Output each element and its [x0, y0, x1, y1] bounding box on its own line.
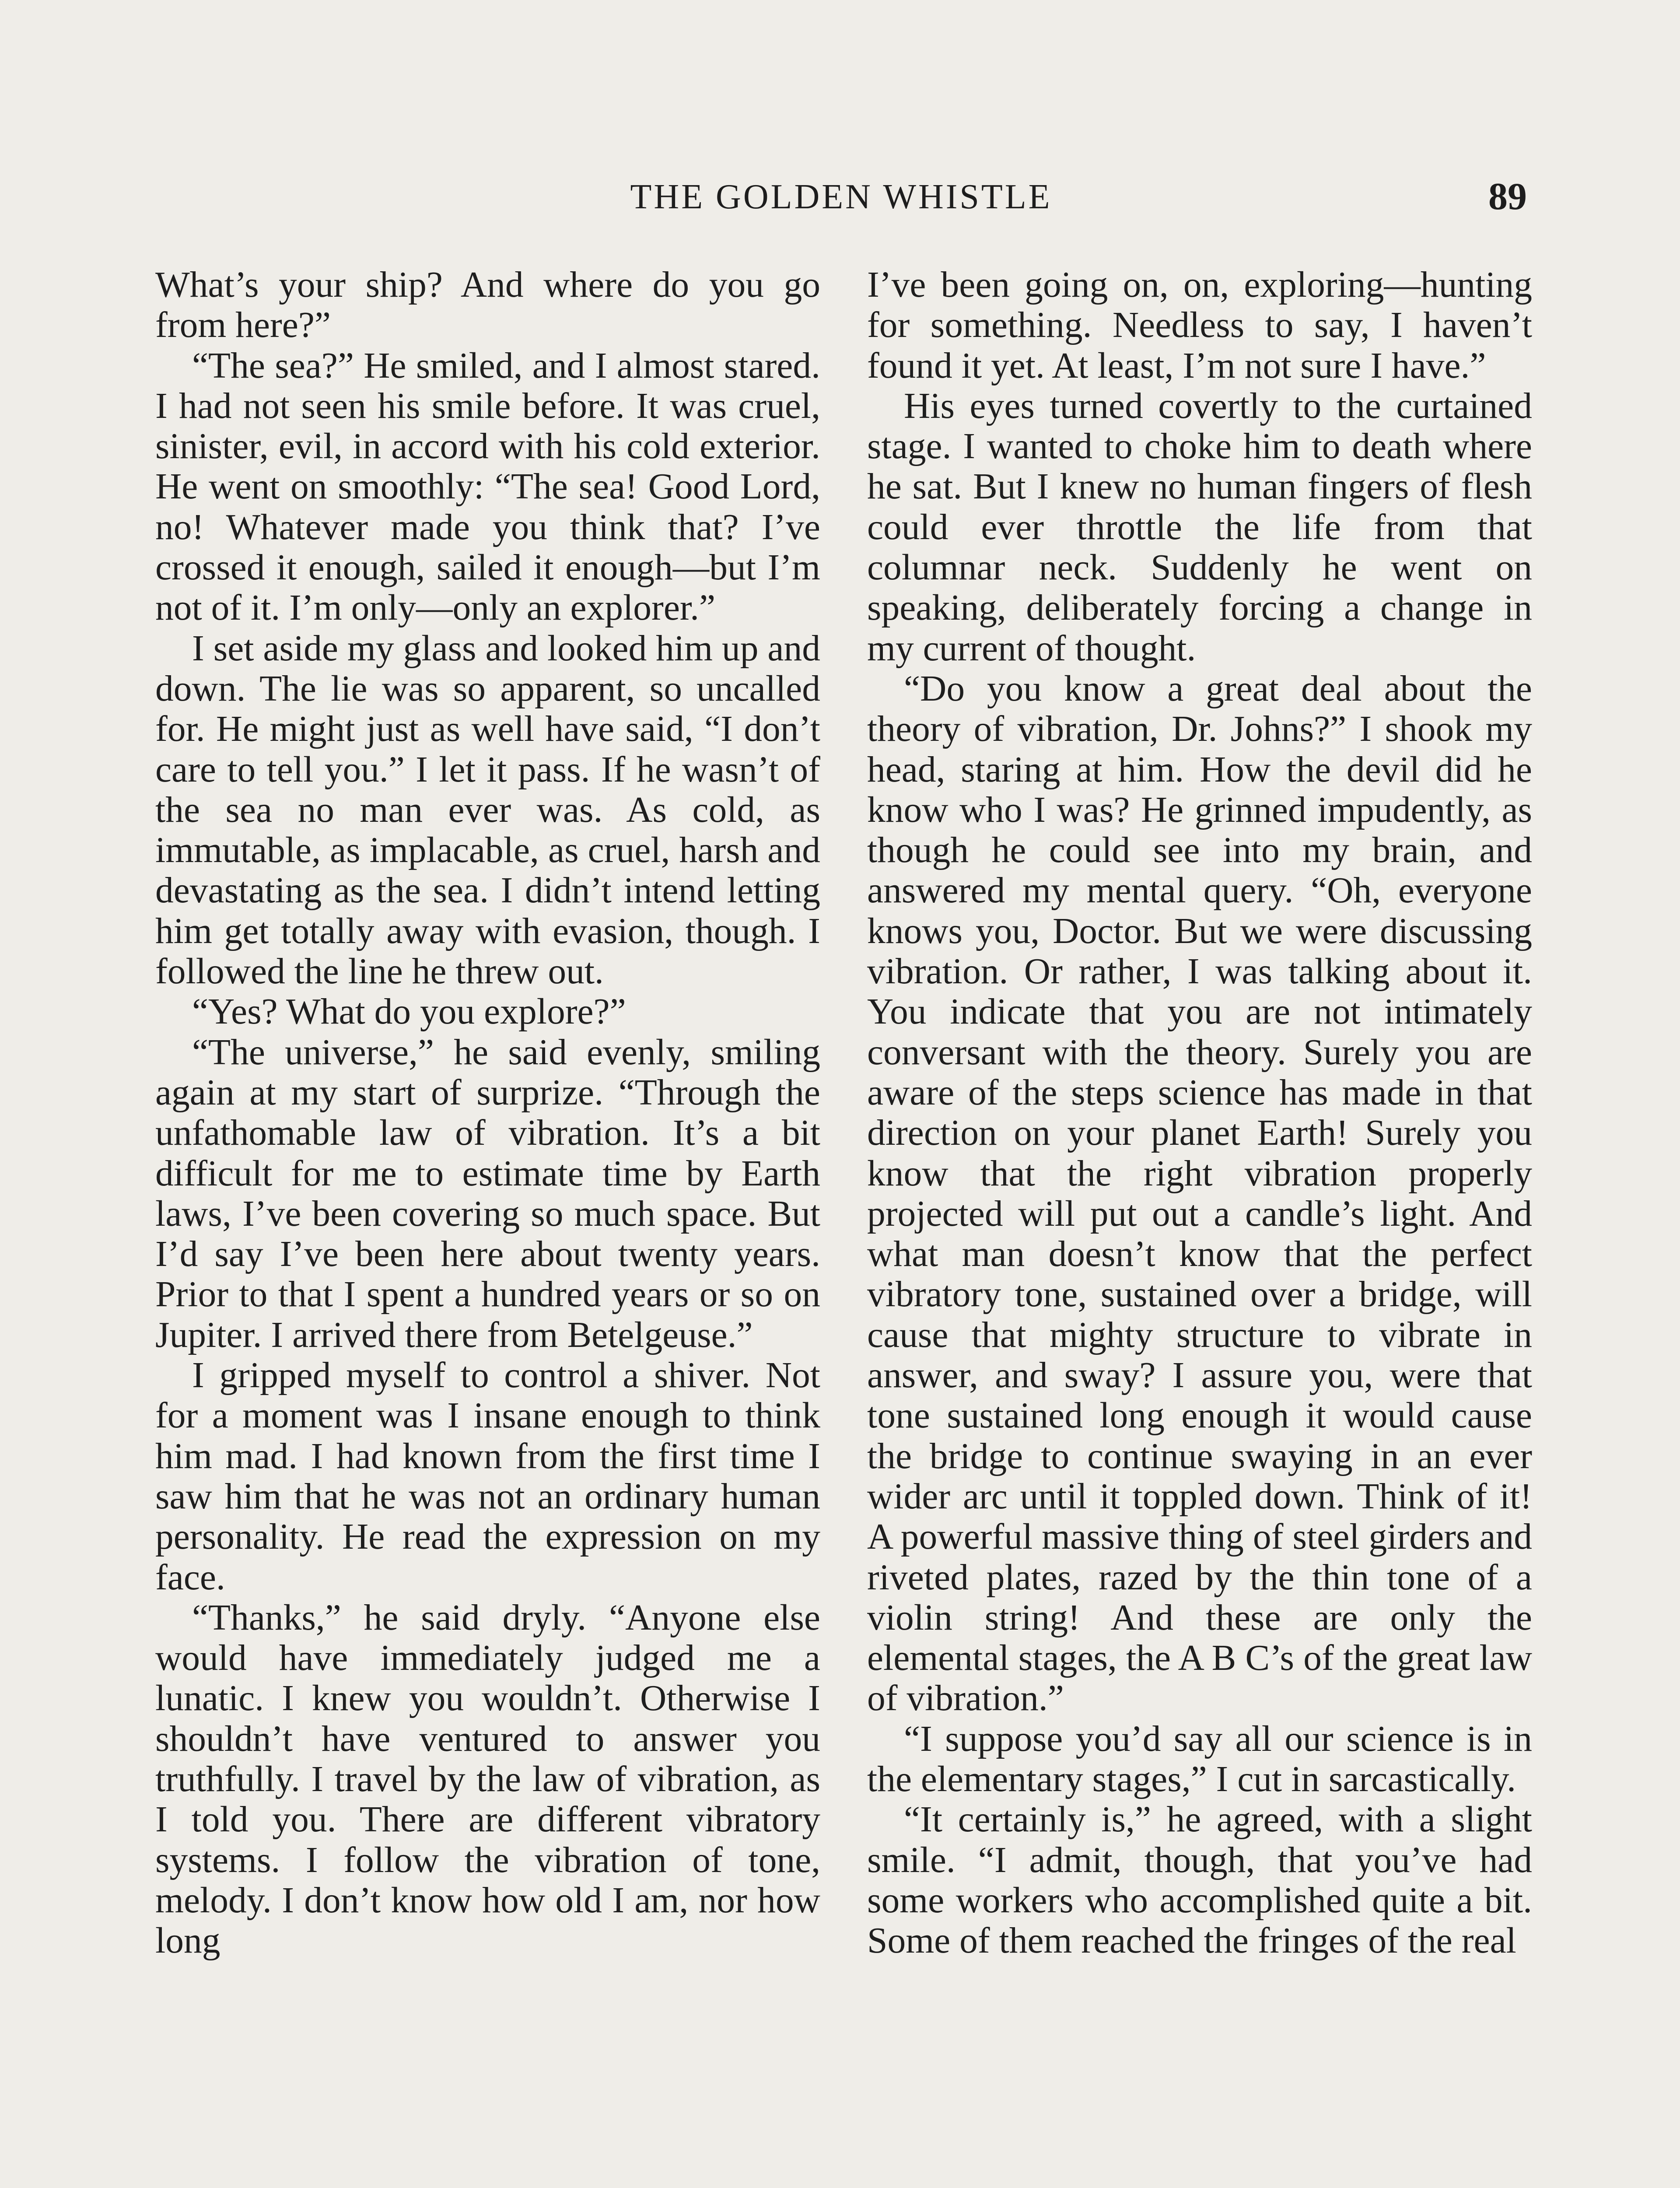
text-column-left [155, 265, 820, 2188]
paragraph: I set aside my glass and looked him up and down. The lie was so apparent, so uncalled for. He might just as well have said, “I don’t care to tell you.” I let it pass. If he wasn’t of the sea no man ever was. As cold, as immutable, as implacable, as cruel, harsh and devastating as the sea. I didn’t intend letting him get totally away with evasion, though. I followed the line he threw out. [155, 628, 820, 992]
paragraph: “The sea?” He smiled, and I almost stared. I had not seen his smile before. It was cruel, sinister, evil, in accord with his cold exterior. He went on smoothly: “The sea! Good Lord, no! Whatever made you think that? I’ve crossed it enough, sailed it enough—but I’m not of it. I’m only—only an explorer.” [155, 345, 820, 628]
running-header [155, 173, 1527, 221]
paragraph: “Yes? What do you explore?” [192, 992, 626, 1032]
page-number: 89 [1488, 175, 1527, 218]
paragraph: What’s your ship? And where do you go from here?” [155, 265, 820, 346]
paragraph: His eyes turned covertly to the curtained stage. I wanted to choke him to death where he sat. But I knew no human fingers of flesh could ever throttle the life from that columnar neck. Suddenly he went on speaking, deliberately forcing a change in my current of thought. [867, 386, 1532, 669]
running-title: THE GOLDEN WHISTLE [630, 178, 1052, 216]
paragraph: “The universe,” he said evenly, smiling again at my start of surprize. “Through the unfathomable law of vibration. It’s a bit difficult for me to estimate time by Earth laws, I’ve been covering so much space. But I’d say I’ve been here about twenty years. Prior to that I spent a hundred years or so on Jupiter. I arrived there from Betelgeuse.” [155, 1032, 820, 1355]
paragraph: “It certainly is,” he agreed, with a slight smile. “I admit, though, that you’ve had some workers who accomplished quite a bit. Some of them reached the fringes of the real [867, 1799, 1532, 1961]
text-column-right [867, 265, 1532, 2188]
paragraph: I gripped myself to control a shiver. Not for a moment was I insane enough to think him mad. I had known from the first time I saw him that he was not an ordinary human personality. He read the expression on my face. [155, 1355, 820, 1598]
paragraph: I’ve been going on, on, exploring—hunting for something. Needless to say, I haven’t found it yet. At least, I’m not sure I have.” [867, 265, 1532, 386]
paragraph: “Thanks,” he said dryly. “Anyone else would have immediately judged me a lunatic. I knew you wouldn’t. Otherwise I shouldn’t have ventured to answer you truthfully. I travel by the law of vibration, as I told you. There are different vibratory systems. I follow the vibration of tone, melody. I don’t know how old I am, nor how long [155, 1597, 820, 1961]
paragraph: “Do you know a great deal about the theory of vibration, Dr. Johns?” I shook my head, staring at him. How the devil did he know who I was? He grinned impudently, as though he could see into my brain, and answered my mental query. “Oh, everyone knows you, Doctor. But we were discussing vibration. Or rather, I was talking about it. You indicate that you are not intimately conversant with the theory. Surely you are aware of the steps science has made in that direction on your planet Earth! Surely you know that the right vibration properly projected will put out a candle’s light. And what man doesn’t know that the perfect vibratory tone, sustained over a bridge, will cause that mighty structure to vibrate in answer, and sway? I assure you, were that tone sustained long enough it would cause the bridge to continue swaying in an ever wider arc until it toppled down. Think of it! A powerful massive thing of steel girders and riveted plates, razed by the thin tone of a violin string! And these are only the elemental stages, the A B C’s of the great law of vibration.” [867, 668, 1532, 1719]
paragraph: “I suppose you’d say all our science is in the elementary stages,” I cut in sarcastically. [867, 1718, 1532, 1799]
